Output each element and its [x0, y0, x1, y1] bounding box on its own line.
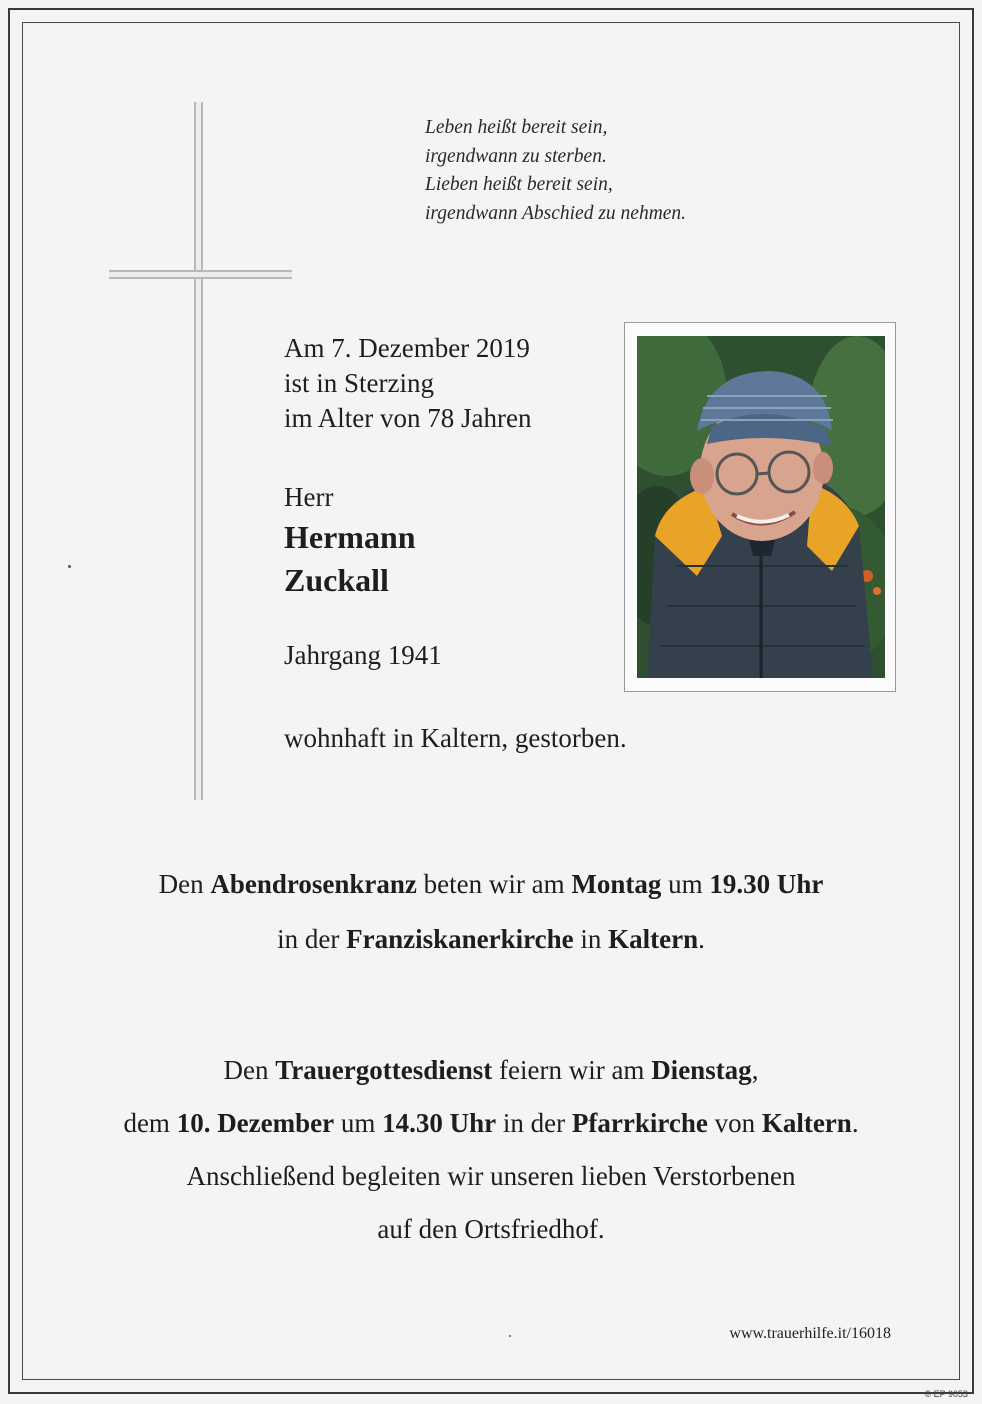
emphasis-text: Kaltern — [761, 1108, 852, 1138]
text-segment: in — [573, 924, 609, 954]
person-photo-icon — [637, 336, 885, 678]
rosary-line-2 — [30, 924, 952, 955]
portrait-photo — [637, 336, 885, 678]
print-code: © EP 9053 — [924, 1389, 968, 1399]
emphasis-text: Trauergottesdienst — [275, 1055, 493, 1085]
cross-icon — [194, 102, 203, 800]
death-date-line: Am 7. Dezember 2019 — [284, 333, 530, 363]
verse — [425, 114, 845, 228]
text-segment: , — [751, 1055, 759, 1085]
website-link[interactable]: www.trauerhilfe.it/16018 — [729, 1325, 891, 1342]
death-place-line: ist in Sterzing — [284, 368, 434, 398]
service-line-4 — [30, 1214, 952, 1245]
text-segment: in der — [277, 924, 347, 954]
first-name: Hermann — [284, 519, 416, 555]
death-date-block — [284, 331, 531, 436]
service-line-3 — [30, 1161, 952, 1192]
birth-year: Jahrgang 1941 — [284, 640, 442, 670]
emphasis-text: Kaltern — [608, 924, 699, 954]
emphasis-text: 14.30 Uhr — [382, 1108, 497, 1138]
text-segment: in der — [496, 1108, 572, 1138]
speck — [509, 1335, 511, 1337]
verse-line: irgendwann zu sterben. — [425, 145, 607, 167]
service-line-1 — [30, 1055, 952, 1086]
text-segment: Den — [223, 1055, 276, 1085]
verse-line: Lieben heißt bereit sein, — [425, 174, 613, 195]
text-segment: Den — [158, 869, 211, 899]
text-segment: um — [334, 1108, 383, 1138]
death-age-line: im Alter von 78 Jahren — [284, 403, 532, 433]
emphasis-text: Franziskanerkirche — [346, 924, 574, 954]
text-segment: auf den Ortsfriedhof. — [377, 1214, 605, 1244]
text-segment: . — [851, 1108, 859, 1138]
emphasis-text: Montag — [571, 869, 662, 899]
speck — [68, 565, 71, 568]
rosary-line-1 — [30, 869, 952, 900]
text-segment: um — [661, 869, 710, 899]
verse-line: irgendwann Abschied zu nehmen. — [425, 202, 687, 224]
text-segment: beten wir am — [416, 869, 572, 899]
emphasis-text: 10. Dezember — [176, 1108, 335, 1138]
salutation: Herr — [284, 482, 334, 512]
last-name: Zuckall — [284, 562, 389, 598]
emphasis-text: Pfarrkirche — [571, 1108, 708, 1138]
emphasis-text: 19.30 Uhr — [709, 869, 824, 899]
text-segment: feiern wir am — [492, 1055, 652, 1085]
text-segment: . — [698, 924, 705, 954]
verse-line: Leben heißt bereit sein, — [425, 117, 608, 138]
emphasis-text: Dienstag — [651, 1055, 752, 1085]
residence: wohnhaft in Kaltern, gestorben. — [284, 723, 627, 753]
text-segment: dem — [123, 1108, 177, 1138]
emphasis-text: Abendrosenkranz — [210, 869, 417, 899]
service-line-2 — [30, 1108, 952, 1139]
photo-frame — [624, 322, 896, 692]
text-segment: Anschließend begleiten wir unseren lieben Verstorbenen — [186, 1161, 796, 1191]
cross-bar — [109, 270, 292, 279]
text-segment: von — [707, 1108, 762, 1138]
